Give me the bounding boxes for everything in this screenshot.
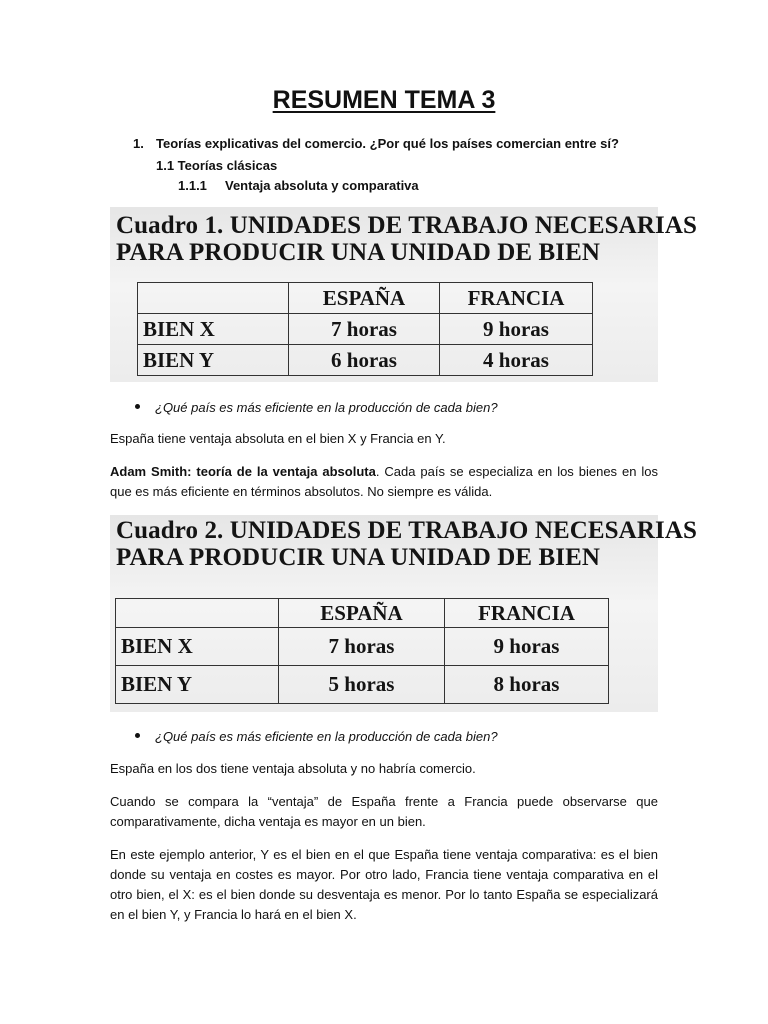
paragraph-adam-smith [110, 462, 658, 502]
paragraph: Cuando se compara la “ventaja” de España frente a Francia puede observarse que comparativamente, dicha ventaja es mayor en un bien. [110, 794, 658, 829]
bold-term: Adam Smith: teoría de la ventaja absoluta [110, 464, 376, 479]
cell-francia: 8 horas [445, 666, 609, 704]
cuadro-1-table [137, 282, 593, 376]
paragraph: España tiene ventaja absoluta en el bien X y Francia en Y. [110, 431, 446, 446]
cuadro-2-caption-line1: Cuadro 2. UNIDADES DE TRABAJO NECESARIAS [116, 517, 697, 544]
table-row [116, 628, 609, 666]
question-text: ¿Qué país es más eficiente en la producción de cada bien? [155, 400, 498, 415]
paragraph-rest: . Cada país se especializa en los bienes en los que es más eficiente en términos absolutos. No siempre es válida. [110, 464, 658, 499]
bullet-icon [135, 733, 140, 738]
cell-francia: 9 horas [445, 628, 609, 666]
section-title: Teorías explicativas del comercio. ¿Por qué los países comercian entre sí? [156, 136, 619, 151]
header-espana: ESPAÑA [279, 599, 445, 628]
table-header-row [116, 599, 609, 628]
section-heading-1 [133, 136, 619, 151]
header-francia: FRANCIA [440, 283, 593, 314]
paragraph: En este ejemplo anterior, Y es el bien en el que España tiene ventaja comparativa: es el bien donde su ventaja en costes es mayor. Por otro lado, Francia tiene ventaja comparativa en el otro bien, el X: es el bien donde su desventaja es menor. Por lo tanto España se especializará en el bien Y, y Francia lo hará en el bien X. [110, 847, 658, 922]
cuadro-1-caption-line2: PARA PRODUCIR UNA UNIDAD DE BIEN [116, 239, 601, 266]
page-title: RESUMEN TEMA 3 [272, 86, 496, 114]
cell-espana: 6 horas [289, 345, 440, 376]
header-francia: FRANCIA [445, 599, 609, 628]
subsection-heading: 1.1 Teorías clásicas [156, 158, 278, 173]
cuadro-2-figure [110, 515, 697, 712]
bullet-icon [135, 404, 140, 409]
empty-header-cell [138, 283, 289, 314]
row-label: BIEN Y [116, 666, 279, 704]
cuadro-1-figure [110, 207, 697, 382]
row-label: BIEN Y [138, 345, 289, 376]
empty-header-cell [116, 599, 279, 628]
subsubsection-number: 1.1.1 [178, 178, 207, 193]
cuadro-2-table [115, 598, 609, 704]
subsubsection-title: Ventaja absoluta y comparativa [225, 178, 419, 193]
row-label: BIEN X [138, 314, 289, 345]
subsubsection-heading [178, 178, 419, 193]
cuadro-2-caption [116, 517, 697, 571]
cuadro-2-caption-line2: PARA PRODUCIR UNA UNIDAD DE BIEN [116, 544, 601, 571]
row-label: BIEN X [116, 628, 279, 666]
question-text: ¿Qué país es más eficiente en la producción de cada bien? [155, 729, 498, 744]
paragraph: España en los dos tiene ventaja absoluta y no habría comercio. [110, 761, 476, 776]
table-row [138, 345, 593, 376]
header-espana: ESPAÑA [289, 283, 440, 314]
cell-espana: 5 horas [279, 666, 445, 704]
cell-espana: 7 horas [279, 628, 445, 666]
table-row [116, 666, 609, 704]
cell-espana: 7 horas [289, 314, 440, 345]
section-number: 1. [133, 136, 144, 151]
table-header-row [138, 283, 593, 314]
cell-francia: 4 horas [440, 345, 593, 376]
table-row [138, 314, 593, 345]
cuadro-1-caption-line1: Cuadro 1. UNIDADES DE TRABAJO NECESARIAS [116, 212, 697, 239]
cell-francia: 9 horas [440, 314, 593, 345]
cuadro-1-caption [116, 212, 697, 266]
